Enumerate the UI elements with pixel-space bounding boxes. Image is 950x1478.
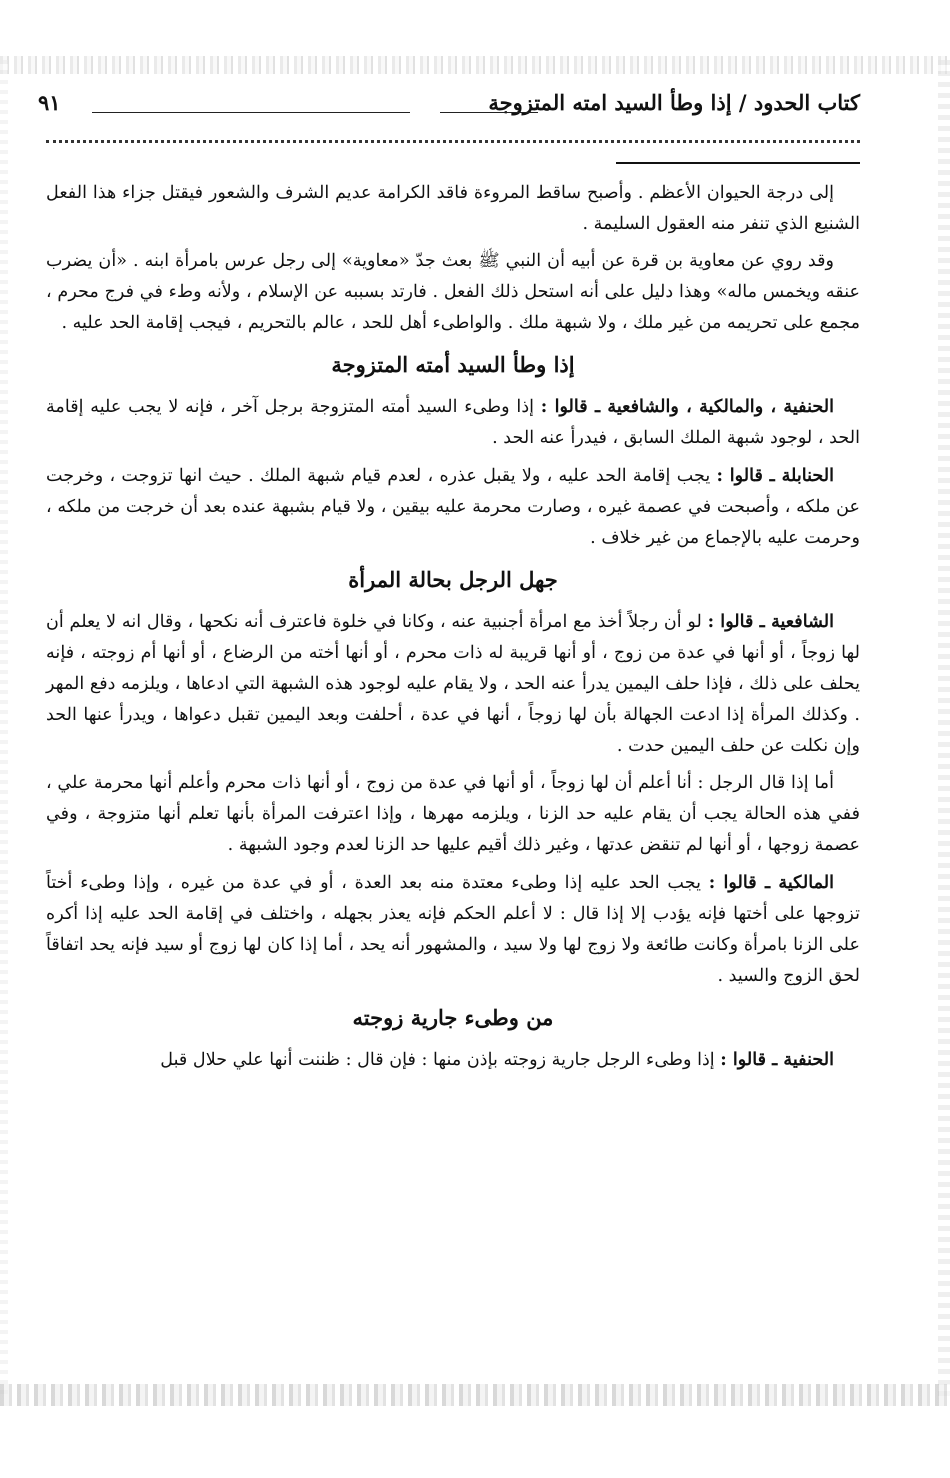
paragraph: وقد روي عن معاوية بن قرة عن أبيه أن النبي ﷺ بعث جدّ «معاوية» إلى رجل عرس بامرأة ابنه . «أن يضرب عنقه ويخمس ماله» وهذا دليل على أنه استحل ذلك الفعل . فارتد بسببه عن الإسلام ، ولأنه وطء في فرج محرم ، مجمع على تحريمه من غير ملك ، ولا شبهة ملك . والواطىء أهل للحد ، عالم بالتحريم ، فيجب إقامة الحد عليه . [46,251,860,333]
scan-noise-bottom [0,1384,950,1406]
paragraph: الحنفية ، والمالكية ، والشافعية ـ قالوا : إذا وطىء السيد أمته المتزوجة برجل آخر ، فإنه لا يجب عليه إقامة الحد ، لوجود شبهة الملك السابق ، فيدرأ عنه الحد . [46,396,860,448]
top-divider [616,162,860,164]
running-title: كتاب الحدود / إذا وطأ السيد امته المتزوجة [488,90,860,115]
school-name: الحنفية ، والمالكية ، والشافعية ـ قالوا : [540,396,834,417]
page-number: ٩١ [38,90,61,115]
section-heading: من وطىء جارية زوجته [352,1005,554,1030]
paragraph: إلى درجة الحيوان الأعظم . وأصبح ساقط المروءة فاقد الكرامة عديم الشرف والشعور فيقتل جزاء هذا الفعل الشنيع الذي تنفر منه العقول السليمة . [46,183,860,234]
school-name: الحنابلة ـ قالوا : [716,465,835,486]
page-body [46,178,860,1082]
section-heading: جهل الرجل بحالة المرأة [348,567,558,592]
header-rule [92,112,410,113]
header-rule [440,112,538,113]
page-header [30,90,860,124]
scan-noise-top [0,56,950,74]
paragraph: الحنابلة ـ قالوا : يجب إقامة الحد عليه ، ولا يقبل عذره ، لعدم قيام شبهة الملك . حيث انها تزوجت ، وخرجت عن ملكه ، وأصبحت في عصمة غيره ، وصارت محرمة عليه بيقين ، ولا قيام بشبهة عنده بعد أن خرجت من ملكه ، وحرمت عليه بالإجماع من غير خلاف . [46,465,860,548]
paragraph: الشافعية ـ قالوا : لو أن رجلاً أخذ مع امرأة أجنبية عنه ، وكانا في خلوة فاعترف أنه نكحها ، وقال انه لا يعلم أن لها زوجاً ، أو أنها في عدة من زوج ، أو أنها قريبة له ذات محرم ، أو أنها أخته من الرضاع ، أو أنها أم زوجته ، فإنه يحلف على ذلك ، فإذا حلف اليمين يدرأ عنه الحد ، ولا يقام عليه لوجود هذه الشبهة التي ادعاها ، ويلزمه دفع المهر . وكذلك المرأة إذا ادعت الجهالة بأن لها زوجاً ، أنها في عدة ، أحلفت وبعد اليمين تقبل دعواها ، ويدرأ عنها الحد وإن نكلت عن حلف اليمين حدت . [46,611,860,756]
scan-noise-right [938,60,950,1400]
paragraph: أما إذا قال الرجل : أنا أعلم أن لها زوجاً ، أو أنها في عدة من زوج ، أو أنها ذات محرم وأعلم أنها محرمة علي ، ففي هذه الحالة يجب أن يقام عليه حد الزنا ، ويلزمه مهرها ، وإذا اعترفت المرأة بأنها تعلم أنها متزوجة ، وفي عصمة زوجها ، أو أنها لم تنقض عدتها ، وغير ذلك أقيم عليها حد الزنا لعدم وجود الشبهة . [46,773,860,855]
school-name: الشافعية ـ قالوا : [707,611,835,632]
paragraph: المالكية ـ قالوا : يجب الحد عليه إذا وطىء معتدة منه بعد العدة ، أو في عدة من غيره ، وإذا وطىء أختاً تزوجها على أختها فإنه يؤدب إلا إذا قال : لا أعلم الحكم فإنه يعذر بجهله ، واختلف في إقامة الحد عليه إذا أكره على الزنا بامرأة وكانت طائعة ولا زوج لها ولا سيد ، والمشهور أنه يحد ، أما إذا كان لها زوج أو سيد فإنه يحد اتفاقاً لحق الزوج والسيد . [46,872,860,986]
school-name: الحنفية ـ قالوا : [720,1049,834,1070]
school-name: المالكية ـ قالوا : [708,872,834,893]
scan-noise-left [0,60,8,1400]
dotted-divider [46,140,860,143]
paragraph: الحنفية ـ قالوا : إذا وطىء الرجل جارية زوجته بإذن منها : فإن قال : ظننت أنها علي حلال قبل [160,1049,834,1070]
section-heading: إذا وطأ السيد أمته المتزوجة [331,352,575,377]
